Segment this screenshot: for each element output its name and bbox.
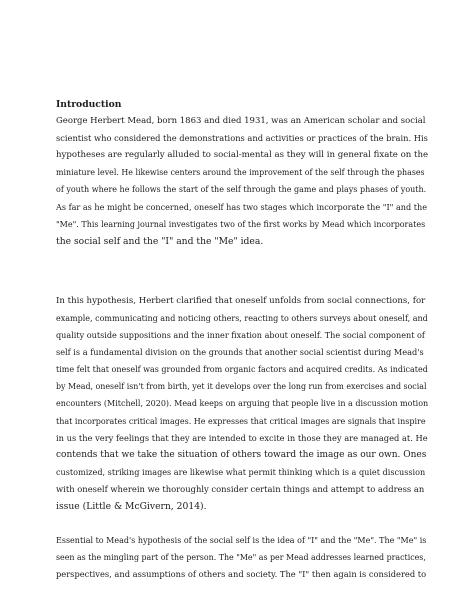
text-line: the social self and the "I" and the "Me" idea. [56, 235, 264, 247]
text-line: self is a fundamental division on the grounds that another social scientist during Mead's [56, 347, 424, 358]
text-line: encounters (Mitchell, 2020). Mead keeps on arguing that people live in a discussion motion [56, 399, 429, 409]
text-line: miniature level. He likewise centers around the improvement of the self through the phases [56, 168, 425, 178]
text-line: seen as the mingling part of the person. The "Me" as per Mead addresses learned practices, [56, 553, 426, 563]
text-line: George Herbert Mead, born 1863 and died 1931, was an American scholar and social [56, 116, 426, 127]
text-line: time felt that oneself was grounded from organic factors and acquired credits. As indicated [56, 365, 428, 375]
text-line: by Mead, oneself isn't from birth, yet it develops over the long run from exercises and social [56, 382, 427, 392]
text-line: Essential to Mead's hypothesis of the social self is the idea of "I" and the "Me". The "Me" is [56, 536, 427, 546]
text-line: hypotheses are regularly alluded to social-mental as they will in general fixate on the [56, 150, 429, 161]
text-line: contends that we take the situation of others toward the image as our own. Ones [56, 449, 427, 460]
text-line: with oneself wherein we thoroughly consider certain things and attempt to address an [56, 483, 425, 494]
paragraph-1 [56, 113, 428, 250]
paragraph-spacer [56, 250, 428, 293]
paragraph-spacer [56, 515, 428, 532]
text-line: issue (Little & McGivern, 2014). [56, 500, 207, 512]
text-line: example, communicating and noticing others, reacting to others surveys about oneself, and [56, 313, 428, 323]
text-line: perspectives, and assumptions of others and society. The "I" then again is considered to [56, 569, 427, 580]
text-line: in us the very feelings that they are intended to excite in those they are managed at. He [56, 432, 428, 443]
paragraph-3 [56, 532, 428, 583]
text-line: As far as he might be concerned, oneself has two stages which incorporate the "I" and the [56, 201, 428, 212]
text-line: "Me". This learning journal investigates two of the first works by Mead which incorporates [56, 219, 426, 229]
text-line: that incorporates critical images. He expresses that critical images are signals that inspire [56, 416, 426, 426]
text-line: scientist who considered the demonstrations and activities or practices of the brain. His [56, 133, 428, 144]
document-body [56, 96, 428, 583]
text-line: customized, striking images are likewise what permit thinking which is a quiet discussion [56, 466, 426, 477]
text-line: of youth where he follows the start of the self through the game and plays phases of youth. [56, 185, 427, 195]
paragraph-2 [56, 293, 428, 515]
section-heading: Introduction [56, 99, 122, 110]
text-line: In this hypothesis, Herbert clarified that oneself unfolds from social connections, for [56, 295, 426, 306]
text-line: quality outside suppositions and the inner fixation about oneself. The social component of [56, 330, 425, 341]
